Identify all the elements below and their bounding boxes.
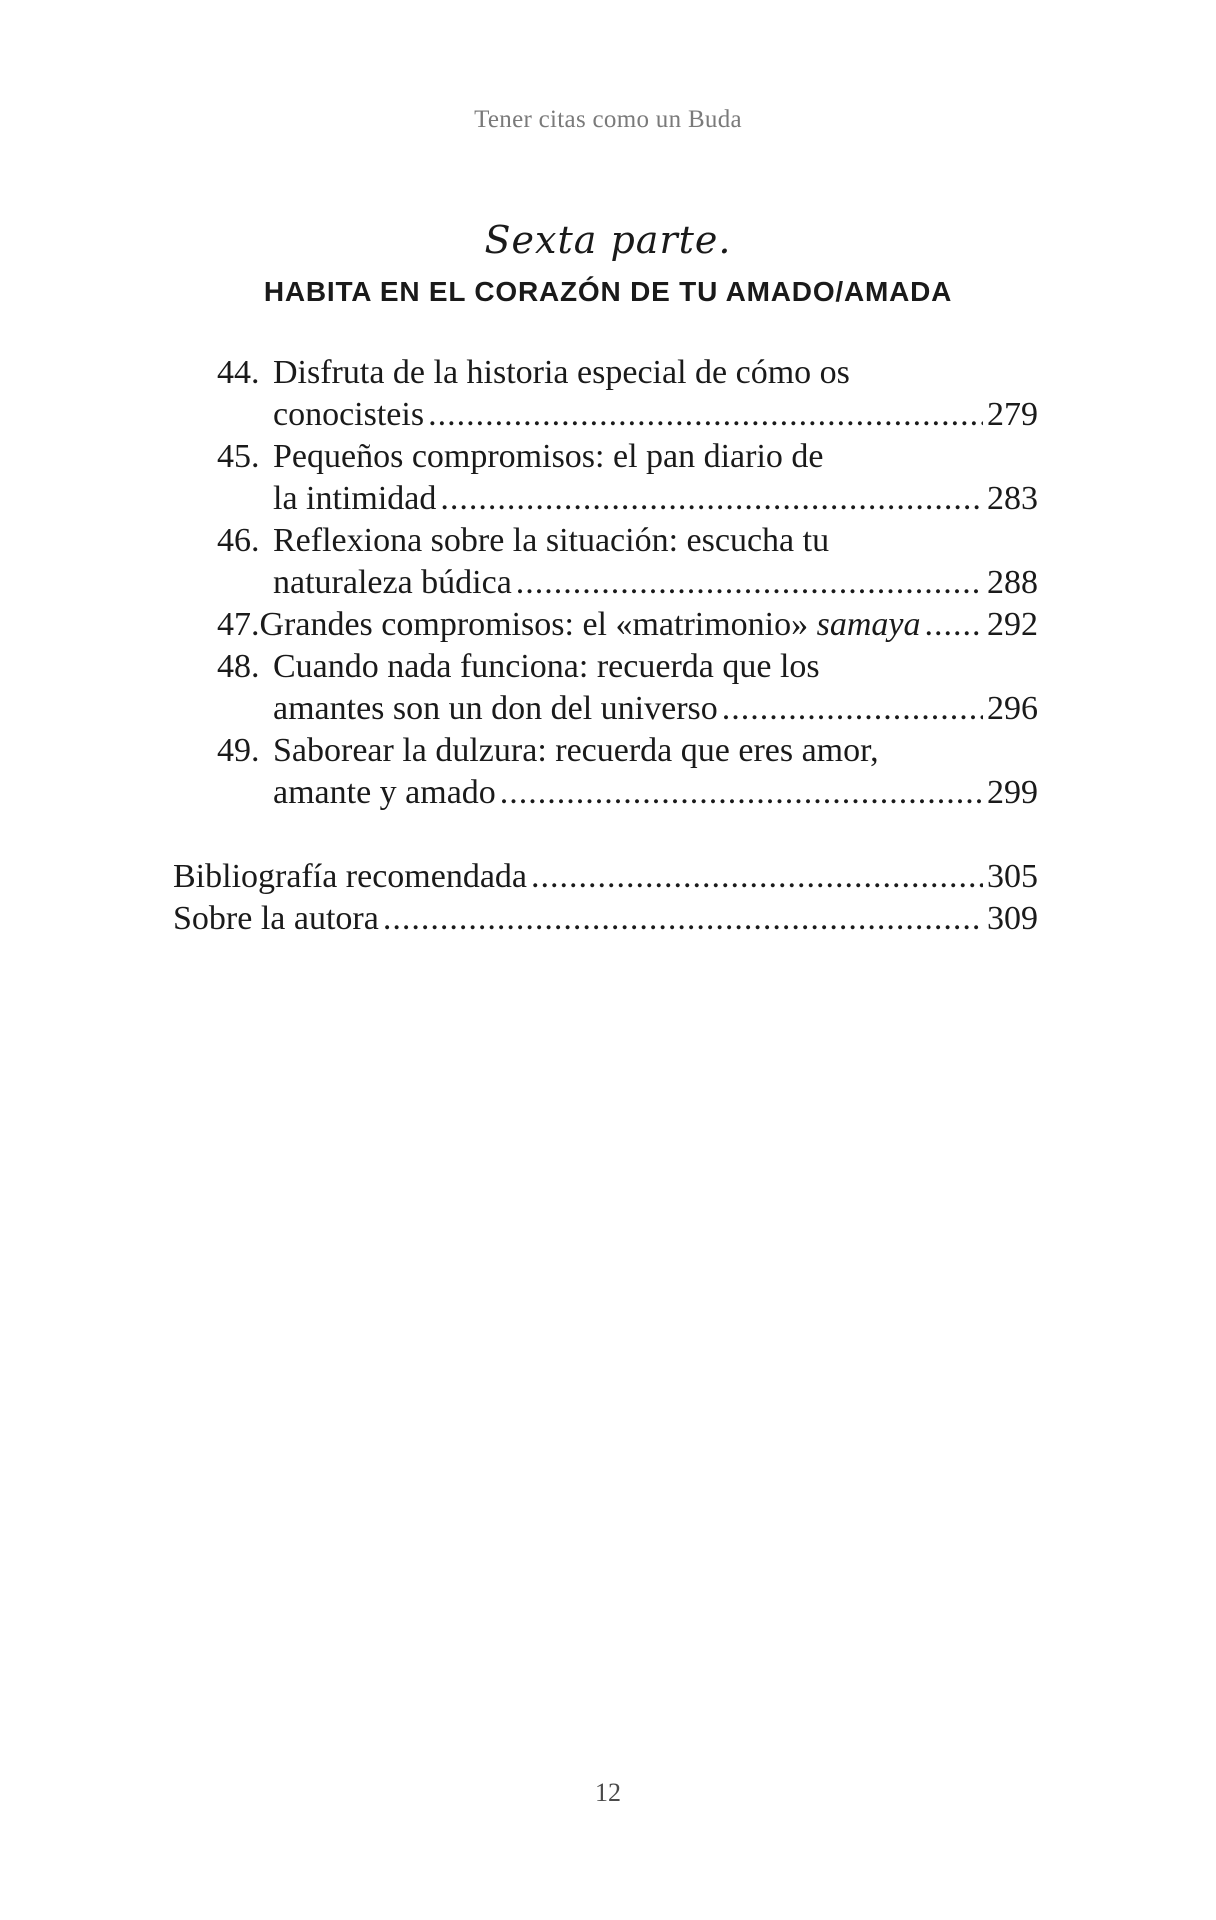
toc-entry-45-cont[interactable]	[273, 478, 1038, 520]
entry-number: 44.	[217, 354, 260, 391]
entry-number: 46.	[217, 522, 260, 559]
entry-title-cont: amante y amado	[273, 774, 496, 811]
entry-page: 309	[987, 900, 1038, 937]
entry-title: Cuando nada funciona: recuerda que los	[273, 648, 820, 685]
entry-title: Sobre la autora	[173, 900, 379, 937]
entry-title: Bibliografía recomendada	[173, 858, 528, 895]
entry-page: 305	[987, 858, 1038, 895]
toc-entry-49[interactable]	[217, 730, 1066, 772]
entry-title: Saborear la dulzura: recuerda que eres amor,	[273, 732, 879, 769]
entry-number: 45.	[217, 438, 260, 475]
entry-title-cont: conocisteis	[273, 396, 425, 433]
entry-number: 47.	[217, 606, 260, 643]
toc-entry-46-cont[interactable]	[273, 562, 1038, 604]
toc-entry-44[interactable]	[217, 352, 1066, 394]
entry-page: 296	[987, 690, 1038, 727]
toc-entry-44-cont[interactable]	[273, 394, 1038, 436]
part-label: Sexta parte.	[484, 218, 732, 262]
entry-title: Disfruta de la historia especial de cómo os	[273, 354, 850, 391]
entry-page: 279	[987, 396, 1038, 433]
entry-page: 299	[987, 774, 1038, 811]
toc-entry-49-cont[interactable]	[273, 772, 1038, 814]
entry-title-italic: samaya	[816, 606, 921, 643]
dot-leader	[440, 478, 983, 520]
entry-title: Pequeños compromisos: el pan diario de	[273, 438, 824, 475]
dot-leader	[722, 688, 983, 730]
toc-entry-45[interactable]	[217, 436, 1066, 478]
dot-leader	[500, 772, 983, 814]
entry-title-cont: amantes son un don del universo	[273, 690, 718, 727]
page-number: 12	[595, 1778, 621, 1807]
toc-entry-48-cont[interactable]	[273, 688, 1038, 730]
toc-entry-47[interactable]	[217, 604, 1038, 646]
dot-leader	[925, 604, 983, 646]
entry-page: 288	[987, 564, 1038, 601]
entry-page: 292	[987, 606, 1038, 643]
toc-entry-46[interactable]	[217, 520, 1066, 562]
toc-entry-sobre-la-autora[interactable]	[173, 898, 1038, 940]
entry-title: Grandes compromisos: el «matrimonio» samaya	[259, 606, 921, 643]
dot-leader	[383, 898, 983, 940]
entry-title-cont: la intimidad	[273, 480, 437, 517]
toc-entry-bibliografia[interactable]	[173, 856, 1038, 898]
entry-title: Reflexiona sobre la situación: escucha tu	[273, 522, 830, 559]
toc-entry-48[interactable]	[217, 646, 1066, 688]
entry-number: 48.	[217, 648, 260, 685]
entry-number: 49.	[217, 732, 260, 769]
dot-leader	[428, 394, 983, 436]
running-head: Tener citas como un Buda	[474, 106, 742, 133]
entry-title-cont: naturaleza búdica	[273, 564, 512, 601]
dot-leader	[516, 562, 983, 604]
entry-page: 283	[987, 480, 1038, 517]
part-title: HABITA EN EL CORAZÓN DE TU AMADO/AMADA	[263, 276, 953, 307]
dot-leader	[531, 856, 983, 898]
